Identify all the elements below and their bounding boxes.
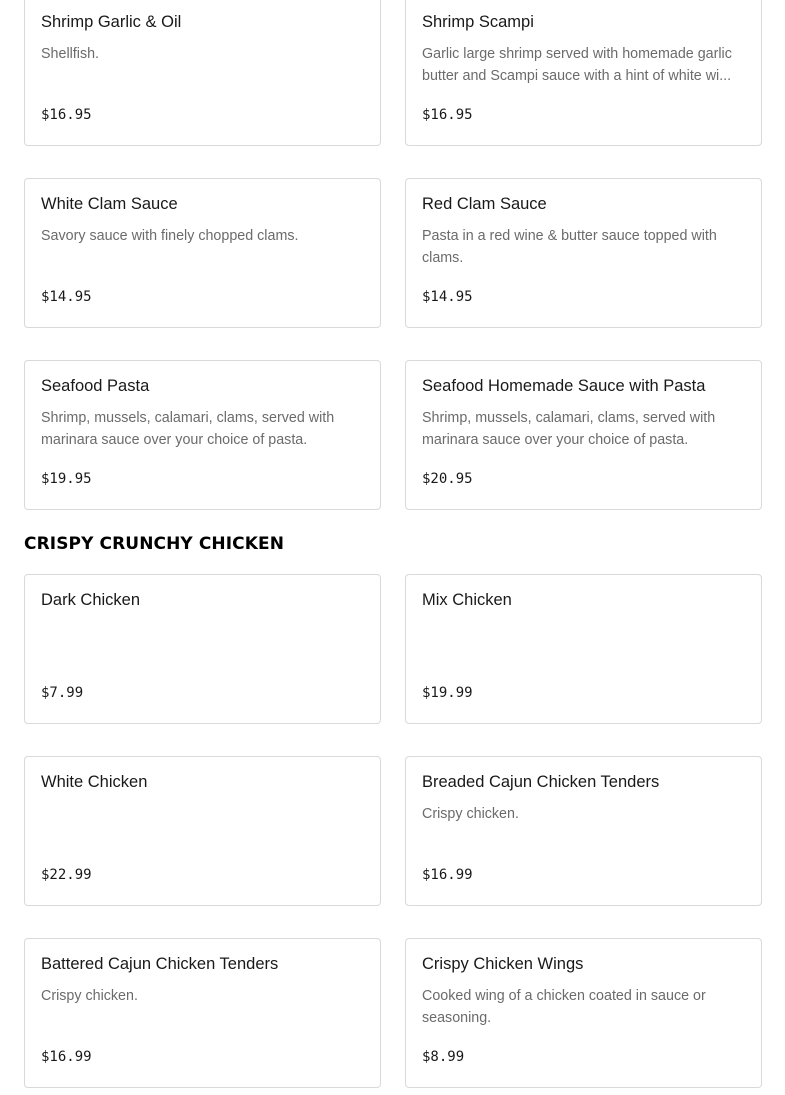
menu-item-name: Mix Chicken bbox=[422, 591, 512, 609]
menu-item-card[interactable] bbox=[405, 178, 762, 328]
menu-item-description: Crispy chicken. bbox=[41, 988, 138, 1004]
menu-item-price: $8.99 bbox=[422, 1049, 465, 1065]
menu-item-description: Pasta in a red wine & butter sauce topped with clams. bbox=[422, 228, 717, 266]
menu-item-description: Cooked wing of a chicken coated in sauce or seasoning. bbox=[422, 988, 706, 1026]
menu-item-description: Savory sauce with finely chopped clams. bbox=[41, 228, 299, 244]
menu-item-card[interactable] bbox=[24, 574, 381, 724]
menu-item-name: Dark Chicken bbox=[41, 591, 141, 609]
menu-item-card[interactable] bbox=[24, 0, 381, 146]
menu-item-name: Shrimp Garlic & Oil bbox=[41, 13, 182, 31]
menu-item-description: Shellfish. bbox=[41, 46, 100, 62]
menu-item-name: Red Clam Sauce bbox=[422, 195, 547, 213]
menu-item-card[interactable] bbox=[405, 756, 762, 906]
menu-item-card[interactable] bbox=[24, 360, 381, 510]
menu-item-card[interactable] bbox=[405, 0, 762, 146]
menu-item-name: Breaded Cajun Chicken Tenders bbox=[422, 773, 660, 791]
menu-item-name: Shrimp Scampi bbox=[422, 13, 534, 31]
menu-item-price: $7.99 bbox=[41, 685, 84, 701]
section-heading-crispy-crunchy-chicken: CRISPY CRUNCHY CHICKEN bbox=[24, 534, 285, 554]
menu-item-price: $19.99 bbox=[422, 685, 473, 701]
menu-item-card[interactable] bbox=[405, 938, 762, 1088]
menu-item-price: $19.95 bbox=[41, 471, 92, 487]
menu-item-description: Shrimp, mussels, calamari, clams, served with marinara sauce over your choice of pasta. bbox=[41, 410, 335, 448]
menu-item-name: White Clam Sauce bbox=[41, 195, 178, 213]
menu-item-price: $14.95 bbox=[41, 289, 92, 305]
menu-item-name: Seafood Pasta bbox=[41, 377, 150, 395]
menu-item-price: $16.95 bbox=[422, 107, 473, 123]
menu-item-price: $16.99 bbox=[41, 1049, 92, 1065]
menu-item-price: $20.95 bbox=[422, 471, 473, 487]
menu-item-description: Shrimp, mussels, calamari, clams, served with marinara sauce over your choice of pasta. bbox=[422, 410, 716, 448]
menu-item-card[interactable] bbox=[24, 938, 381, 1088]
menu-item-price: $16.99 bbox=[422, 867, 473, 883]
menu-item-price: $22.99 bbox=[41, 867, 92, 883]
menu-item-price: $14.95 bbox=[422, 289, 473, 305]
menu-item-description: Garlic large shrimp served with homemade garlic butter and Scampi sauce with a hint of white wi... bbox=[422, 46, 732, 84]
menu-item-price: $16.95 bbox=[41, 107, 92, 123]
menu-item-name: Battered Cajun Chicken Tenders bbox=[41, 955, 279, 973]
menu-item-name: White Chicken bbox=[41, 773, 148, 791]
menu-item-card[interactable] bbox=[405, 574, 762, 724]
menu-item-card[interactable] bbox=[24, 756, 381, 906]
menu-item-card[interactable] bbox=[24, 178, 381, 328]
menu-item-name: Crispy Chicken Wings bbox=[422, 955, 584, 973]
menu-item-name: Seafood Homemade Sauce with Pasta bbox=[422, 377, 706, 395]
menu-item-card[interactable] bbox=[405, 360, 762, 510]
menu-item-description: Crispy chicken. bbox=[422, 806, 519, 822]
